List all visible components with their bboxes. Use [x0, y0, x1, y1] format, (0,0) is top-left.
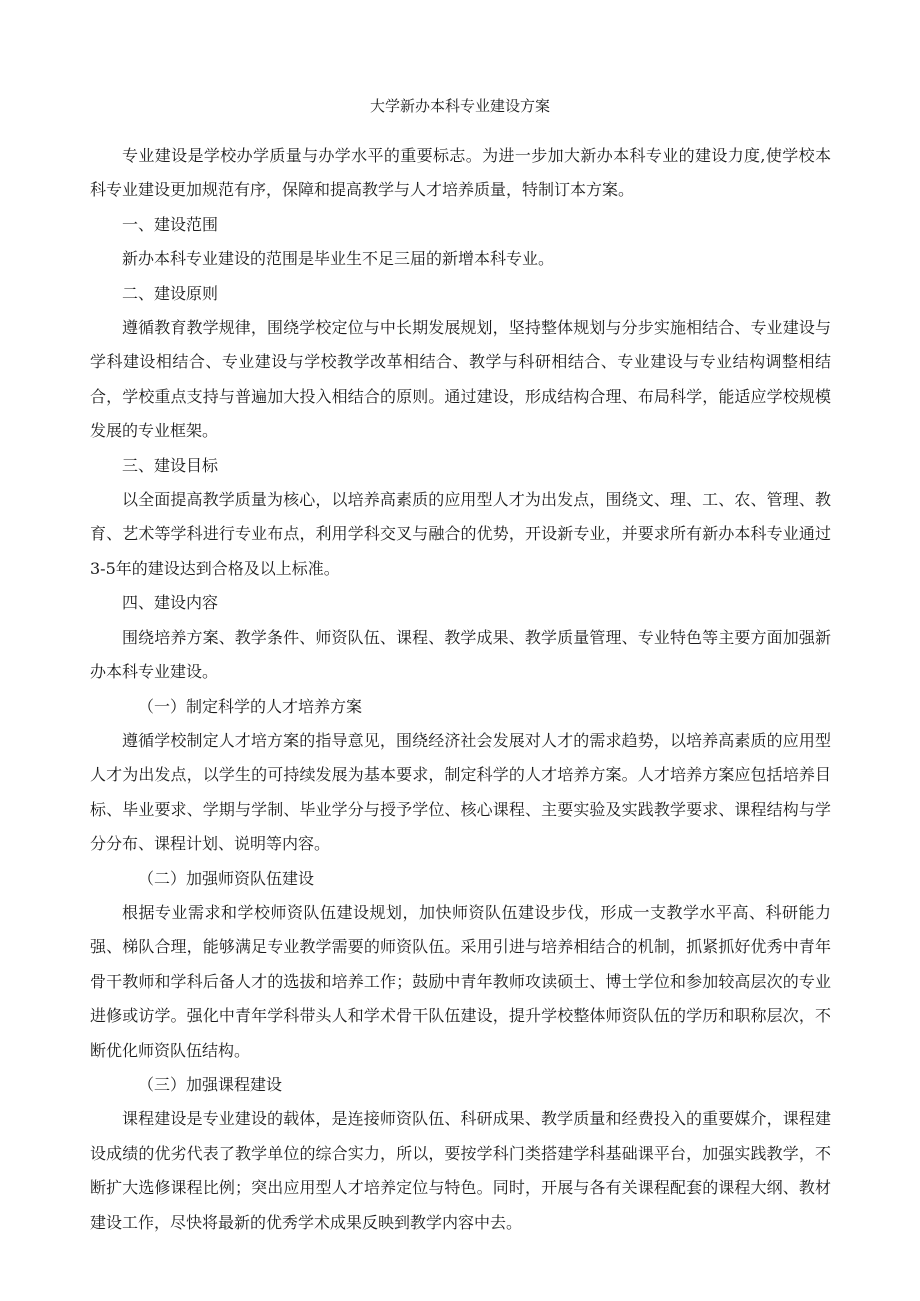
courses-paragraph: 课程建设是专业建设的载体，是连接师资队伍、科研成果、教学质量和经费投入的重要媒介，课程建设成绩的优劣代表了教学单位的综合实力，所以，要按学科门类搭建学科基础课平台，加强实践教学，不断扩大选修课程比例；突出应用型人才培养定位与特色。同时，开展与各有关课程配套的课程大纲、教材建设工作，尽快将最新的优秀学术成果反映到教学内容中去。	[90, 1109, 831, 1232]
section-heading-scope: 一、建设范围	[122, 214, 219, 234]
intro-paragraph: 专业建设是学校办学质量与办学水平的重要标志。为进一步加大新办本科专业的建设力度,使学校本科专业建设更加规范有序，保障和提高教学与人才培养质量，特制订本方案。	[90, 146, 831, 200]
content-paragraph: 围绕培养方案、教学条件、师资队伍、课程、教学成果、教学质量管理、专业特色等主要方面加强新办本科专业建设。	[90, 627, 831, 682]
document-body	[90, 139, 831, 1240]
document-title: 大学新办本科专业建设方案	[369, 97, 550, 115]
section-heading-principles: 二、建设原则	[122, 283, 219, 303]
scope-paragraph: 新办本科专业建设的范围是毕业生不足三届的新增本科专业。	[122, 249, 555, 269]
training-plan-paragraph: 遵循学校制定人才培方案的指导意见，围绕经济社会发展对人才的需求趋势，以培养高素质的应用型人才为出发点，以学生的可持续发展为基本要求，制定科学的人才培养方案。人才培养方案应包括培养目标、毕业要求、学期与学制、毕业学分与授予学位、核心课程、主要实验及实践教学要求、课程结构与学分分布、课程计划、说明等内容。	[90, 730, 831, 854]
faculty-paragraph: 根据专业需求和学校师资队伍建设规划，加快师资队伍建设步伐，形成一支教学水平高、科研能力强、梯队合理，能够满足专业教学需要的师资队伍。采用引进与培养相结合的机制，抓紧抓好优秀中青年骨干教师和学科后备人才的选拔和培养工作；鼓励中青年教师攻读硕士、博士学位和参加较高层次的专业进修或访学。强化中青年学科带头人和学术骨干队伍建设，提升学校整体师资队伍的学历和职称层次，不断优化师资队伍结构。	[90, 902, 831, 1060]
principles-paragraph: 遵循教育教学规律，围绕学校定位与中长期发展规划，坚持整体规划与分步实施相结合、专业建设与学科建设相结合、专业建设与学校教学改革相结合、教学与科研相结合、专业建设与专业结构调整相结合，学校重点支持与普遍加大投入相结合的原则。通过建设，形成结构合理、布局科学，能适应学校规模发展的专业框架。	[90, 318, 831, 441]
subsection-heading-training-plan: （一）制定科学的人才培养方案	[138, 696, 363, 716]
section-heading-goals: 三、建设目标	[122, 455, 219, 475]
section-heading-content: 四、建设内容	[122, 593, 219, 613]
goals-paragraph: 以全面提高教学质量为核心，以培养高素质的应用型人才为出发点，围绕文、理、工、农、管理、教育、艺术等学科进行专业布点，利用学科交叉与融合的优势，开设新专业，并要求所有新办本科专业通过3-5年的建设达到合格及以上标准。	[90, 490, 831, 578]
subsection-heading-faculty: （二）加强师资队伍建设	[138, 868, 315, 888]
subsection-heading-courses: （三）加强课程建设	[138, 1074, 283, 1094]
